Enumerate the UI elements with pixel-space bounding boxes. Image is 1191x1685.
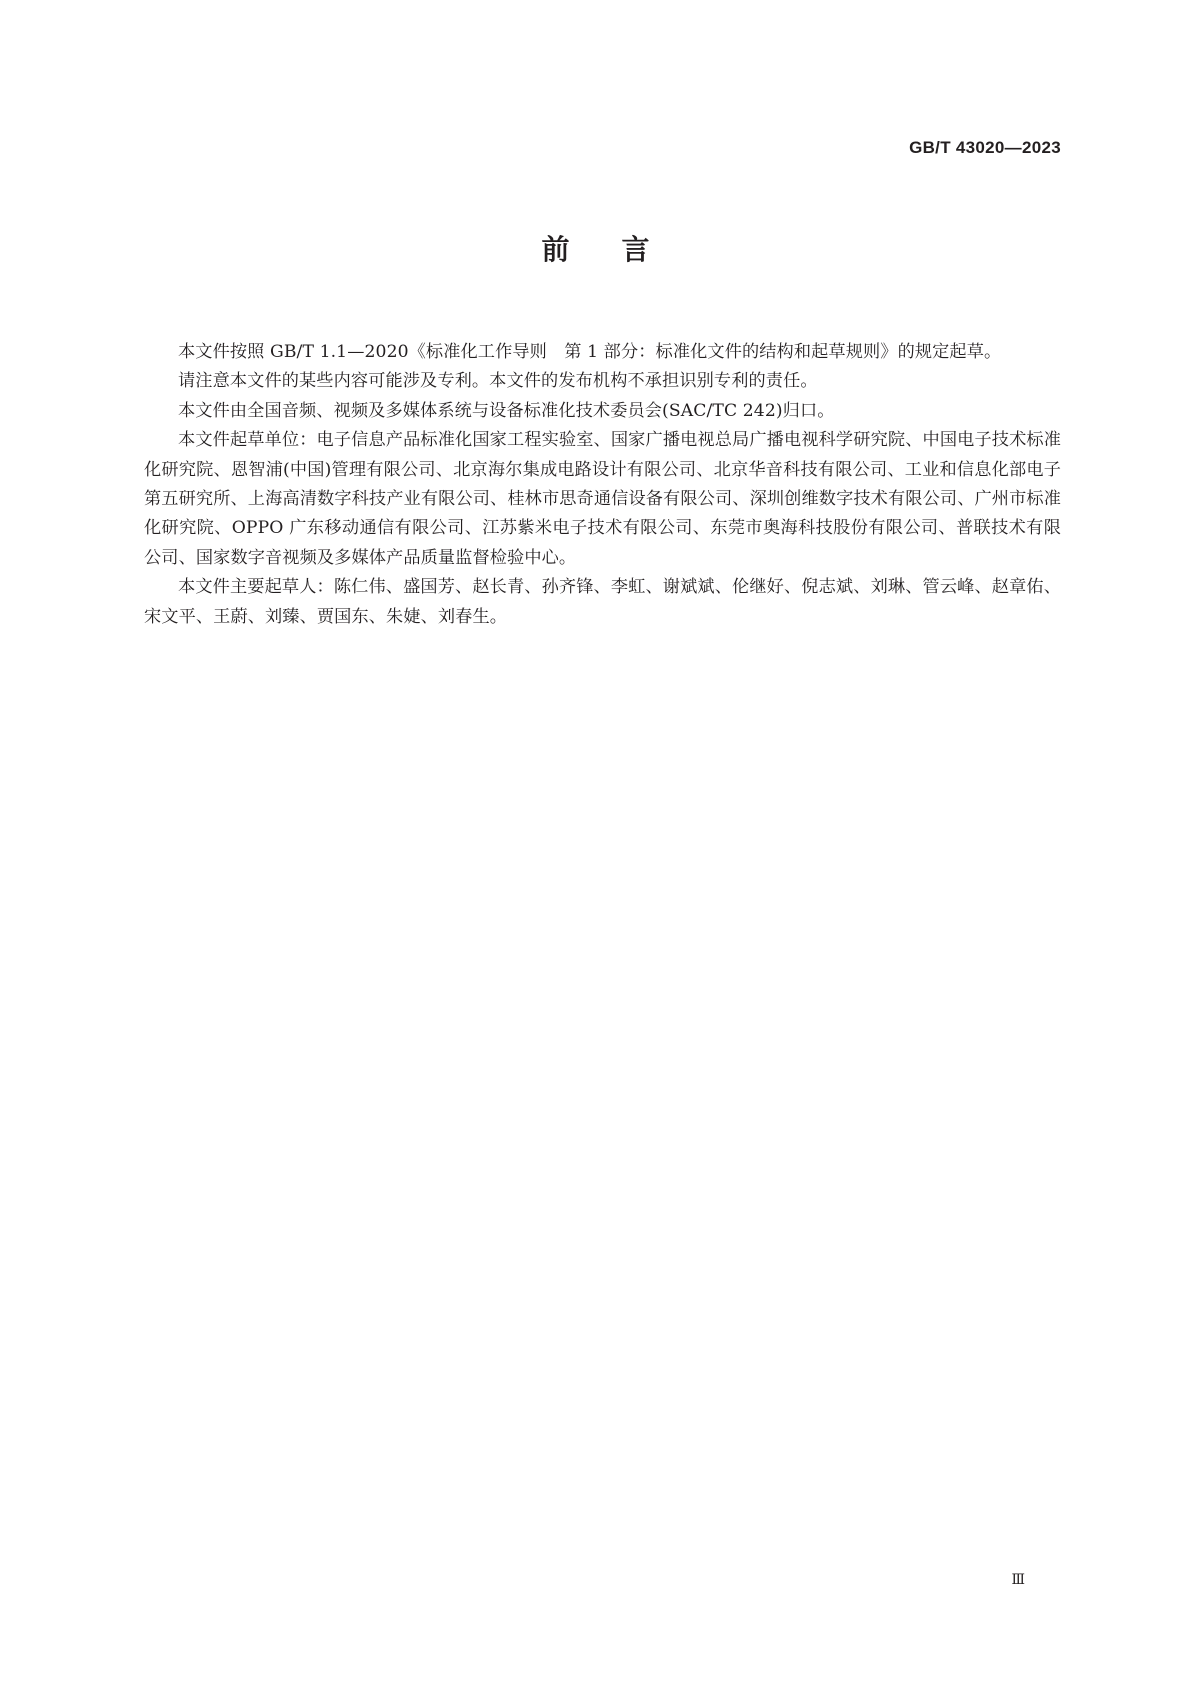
paragraph-committee: 本文件由全国音频、视频及多媒体系统与设备标准化技术委员会(SAC/TC 242)归口。	[178, 400, 835, 421]
document-code: GB/T 43020—2023	[909, 138, 1061, 157]
section-title: 前言	[541, 233, 702, 266]
paragraph-drafters: 本文件主要起草人：陈仁伟、盛国芳、赵长青、孙齐锋、李虹、谢斌斌、伦继好、倪志斌、刘琳、管云峰、赵章佑、宋文平、王蔚、刘臻、贾国东、朱婕、刘春生。	[144, 577, 1061, 627]
paragraph-patent-notice: 请注意本文件的某些内容可能涉及专利。本文件的发布机构不承担识别专利的责任。	[178, 371, 818, 392]
paragraph-drafting-units: 本文件起草单位：电子信息产品标准化国家工程实验室、国家广播电视总局广播电视科学研究院、中国电子技术标准化研究院、恩智浦(中国)管理有限公司、北京海尔集成电路设计有限公司、北京华音科技有限公司、工业和信息化部电子第五研究所、上海高清数字科技产业有限公司、桂林市思奇通信设备有限公司、深圳创维数字技术有限公司、广州市标准化研究院、OPPO 广东移动通信有限公司、江苏紫米电子技术有限公司、东莞市奥海科技股份有限公司、普联技术有限公司、国家数字音视频及多媒体产品质量监督检验中心。	[144, 430, 1061, 568]
page-number: Ⅲ	[1011, 1572, 1025, 1588]
paragraph-drafting-basis: 本文件按照 GB/T 1.1—2020《标准化工作导则 第 1 部分：标准化文件的结构和起草规则》的规定起草。	[178, 342, 1002, 362]
body-text	[144, 338, 1061, 632]
